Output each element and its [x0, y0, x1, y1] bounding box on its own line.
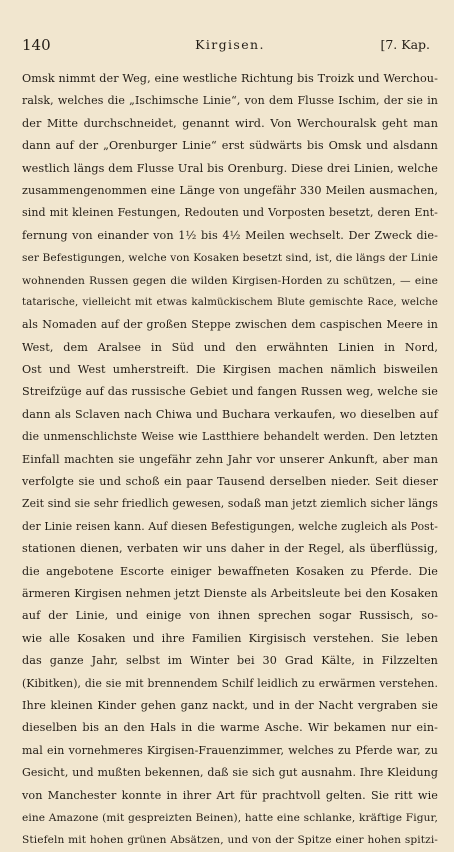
text-line: die unmenschlichste Weise wie Lastthiere behandelt werden. Den letzten [22, 430, 438, 444]
text-line: Streifzüge auf das russische Gebiet und fangen Russen weg, welche sie [22, 385, 438, 399]
text-line: eine Amazone (mit gespreizten Beinen), hatte eine schlanke, kräftige Figur, [22, 811, 438, 824]
page-header [22, 36, 438, 58]
text-line: die angebotene Escorte einiger bewaffneten Kosaken zu Pferde. Die [22, 564, 438, 578]
text-line: Gesicht, und mußten bekennen, daß sie sich gut ausnahm. Ihre Kleidung [22, 766, 438, 780]
text-line: West, dem Aralsee in Süd und den erwähnten Linien in Nord, [22, 340, 438, 354]
text-line: zusammengenommen eine Länge von ungefähr 330 Meilen ausmachen, [22, 183, 438, 197]
text-line: auf der Linie, und einige von ihnen sprechen sogar Russisch, so- [22, 609, 438, 623]
text-line: dieselben bis an den Hals in die warme Asche. Wir bekamen nur ein- [22, 721, 438, 735]
text-line: als Nomaden auf der großen Steppe zwischen dem caspischen Meere in [22, 318, 438, 332]
text-line: das ganze Jahr, selbst im Winter bei 30 Grad Kälte, in Filzzelten [22, 654, 438, 668]
text-line: Einfall machten sie ungefähr zehn Jahr vor unserer Ankunft, aber man [22, 452, 438, 466]
text-line: verfolgte sie und schoß ein paar Tausend derselben nieder. Seit dieser [22, 475, 438, 489]
text-line: Omsk nimmt der Weg, eine westliche Richtung bis Troizk und Werchou- [22, 72, 438, 85]
text-line: tatarische, vielleicht mit etwas kalmückischem Blute gemischte Race, welche [22, 296, 438, 308]
text-line: wohnenden Russen gegen die wilden Kirgisen-Horden zu schützen, — eine [22, 274, 438, 287]
text-line: ser Befestigungen, welche von Kosaken besetzt sind, ist, die längs der Linie [22, 252, 438, 265]
text-line: der Linie reisen kann. Auf diesen Befestigungen, welche zugleich als Post- [22, 519, 438, 533]
running-title: Kirgisen. [195, 37, 265, 52]
text-line: dann auf der „Orenburger Linie“ erst südwärts bis Omsk und alsdann [22, 139, 438, 153]
text-line: wie alle Kosaken und ihre Familien Kirgisisch verstehen. Sie leben [22, 631, 438, 645]
text-line: der Mitte durchschneidet, genannt wird. Von Werchouralsk geht man [22, 116, 438, 130]
text-line: mal ein vornehmeres Kirgisen-Frauenzimmer, welches zu Pferde war, zu [22, 743, 438, 757]
text-line: Ihre kleinen Kinder gehen ganz nackt, und in der Nacht vergraben sie [22, 698, 438, 712]
text-line: westlich längs dem Flusse Ural bis Orenburg. Diese drei Linien, welche [22, 161, 438, 175]
chapter-marker: [7. Kap. [380, 37, 430, 52]
text-line: dann als Sclaven nach Chiwa und Buchara verkaufen, wo dieselben auf [22, 407, 438, 421]
text-line: ralsk, welches die „Ischimsche Linie“, von dem Flusse Ischim, der sie in [22, 94, 438, 108]
page-number: 140 [22, 36, 51, 54]
body-text [22, 68, 438, 852]
text-line: Ost und West umherstreift. Die Kirgisen machen nämlich bisweilen [22, 363, 438, 377]
text-line: Stiefeln mit hohen grünen Absätzen, und von der Spitze einer hohen spitzi- [22, 834, 438, 847]
text-line: fernung von einander von 1½ bis 4½ Meilen wechselt. Der Zweck die- [22, 228, 438, 242]
text-line: (Kibitken), die sie mit brennendem Schilf leidlich zu erwärmen verstehen. [22, 676, 438, 690]
text-line: von Manchester konnte in ihrer Art für prachtvoll gelten. Sie ritt wie [22, 788, 438, 802]
text-line: sind mit kleinen Festungen, Redouten und Vorposten besetzt, deren Ent- [22, 206, 438, 220]
text-line: Zeit sind sie sehr friedlich gewesen, sodaß man jetzt ziemlich sicher längs [22, 497, 438, 511]
text-line: ärmeren Kirgisen nehmen jetzt Dienste als Arbeitsleute bei den Kosaken [22, 586, 438, 600]
text-line: stationen dienen, verbaten wir uns daher in der Regel, als überflüssig, [22, 542, 438, 556]
